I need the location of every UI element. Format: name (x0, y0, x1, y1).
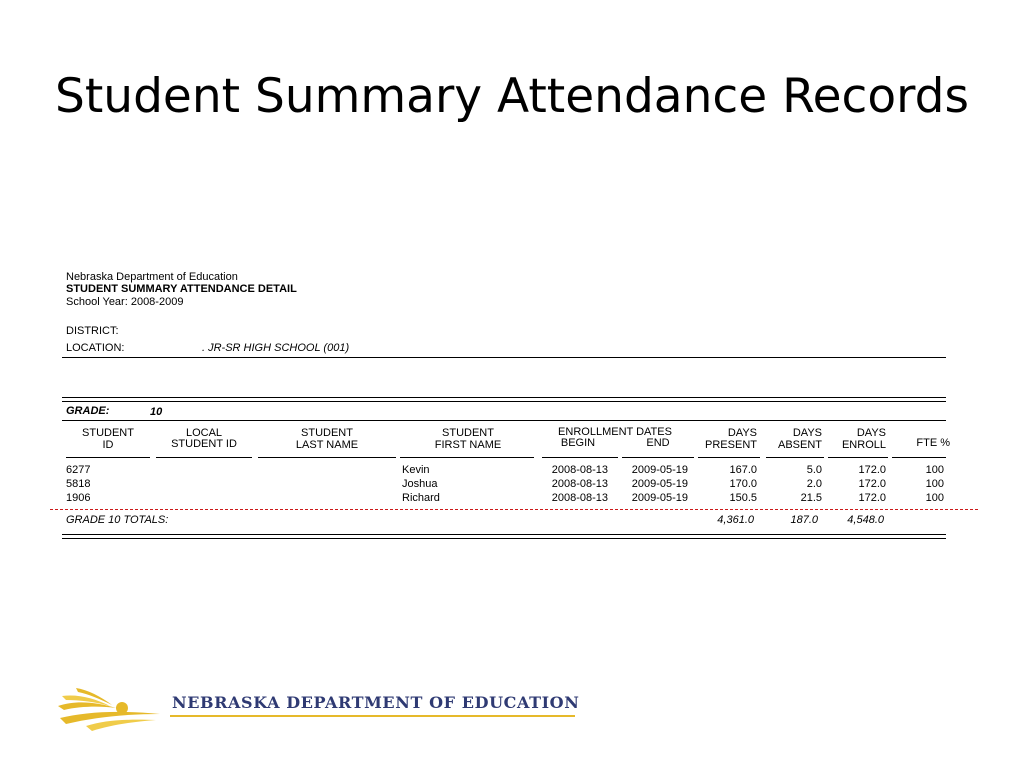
cell-fte: 100 (925, 492, 944, 504)
cell-present: 150.5 (729, 492, 757, 504)
header-underline-enroll (828, 457, 888, 458)
cell-begin: 2008-08-13 (551, 464, 608, 476)
slide-title: Student Summary Attendance Records (55, 69, 969, 124)
report-name: STUDENT SUMMARY ATTENDANCE DETAIL (66, 283, 297, 295)
location-label: LOCATION: (66, 342, 125, 354)
header-absent-1: DAYS (792, 427, 822, 439)
grade-value: 10 (150, 406, 163, 418)
rule-grade-top-1 (62, 397, 946, 398)
cell-end: 2009-05-19 (631, 464, 688, 476)
header-local-id-2: STUDENT ID (171, 438, 237, 450)
dashed-marker-line (50, 509, 978, 510)
header-student-id-2: ID (102, 439, 114, 451)
header-present-1: DAYS (727, 427, 757, 439)
totals-present: 4,361.0 (717, 514, 754, 526)
rule-location (62, 357, 946, 358)
header-enroll-1: DAYS (856, 427, 886, 439)
footer-underline (170, 715, 575, 717)
header-underline-local-id (156, 457, 252, 458)
header-underline-last-name (258, 457, 396, 458)
cell-end: 2009-05-19 (631, 492, 688, 504)
header-student-id-1: STUDENT (82, 427, 134, 439)
cell-fte: 100 (925, 478, 944, 490)
cell-enroll: 172.0 (858, 492, 886, 504)
report-org: Nebraska Department of Education (66, 271, 238, 283)
cell-student-id: 6277 (66, 464, 91, 476)
totals-absent: 187.0 (790, 514, 818, 526)
report-school-year: School Year: 2008-2009 (66, 296, 184, 308)
cell-begin: 2008-08-13 (551, 492, 608, 504)
cell-begin: 2008-08-13 (551, 478, 608, 490)
cell-first-name: Kevin (402, 464, 430, 476)
totals-enroll: 4,548.0 (847, 514, 884, 526)
grade-label: GRADE: (66, 405, 110, 417)
cell-first-name: Richard (402, 492, 440, 504)
rule-grade-top-2 (62, 401, 946, 402)
cell-enroll: 172.0 (858, 464, 886, 476)
header-underline-fte (892, 457, 946, 458)
header-first-name-1: STUDENT (442, 427, 494, 439)
cell-student-id: 1906 (66, 492, 91, 504)
footer-org-name: NEBRASKA DEPARTMENT OF EDUCATION (172, 693, 580, 712)
totals-label: GRADE 10 TOTALS: (66, 514, 169, 526)
cell-fte: 100 (925, 464, 944, 476)
header-local-id-1: LOCAL (185, 427, 223, 439)
cell-end: 2009-05-19 (631, 478, 688, 490)
cell-enroll: 172.0 (858, 478, 886, 490)
cell-absent: 5.0 (806, 464, 822, 476)
header-begin: BEGIN (560, 437, 596, 449)
header-underline-end (622, 457, 694, 458)
cell-student-id: 5818 (66, 478, 91, 490)
header-absent-2: ABSENT (777, 439, 822, 451)
header-underline-student-id (66, 457, 150, 458)
location-value: . JR-SR HIGH SCHOOL (001) (202, 342, 350, 354)
header-underline-absent (766, 457, 824, 458)
header-end: END (646, 437, 670, 449)
rule-bottom-1 (62, 534, 946, 535)
cell-present: 170.0 (729, 478, 757, 490)
cell-absent: 21.5 (800, 492, 822, 504)
sun-swoosh-logo-icon (56, 686, 166, 736)
header-first-name-2: FIRST NAME (434, 439, 502, 451)
header-underline-present (698, 457, 760, 458)
cell-present: 167.0 (729, 464, 757, 476)
header-last-name-1: STUDENT (301, 427, 353, 439)
cell-first-name: Joshua (402, 478, 438, 490)
header-enroll-dates: ENROLLMENT DATES (558, 426, 672, 438)
header-last-name-2: LAST NAME (295, 439, 359, 451)
header-underline-first-name (400, 457, 534, 458)
header-present-2: PRESENT (705, 439, 757, 451)
rule-grade-bottom (62, 420, 946, 421)
district-label: DISTRICT: (66, 325, 119, 337)
cell-absent: 2.0 (806, 478, 822, 490)
header-fte: FTE % (916, 437, 950, 449)
header-underline-begin (542, 457, 618, 458)
rule-bottom-2 (62, 538, 946, 539)
header-enroll-2: ENROLL (841, 439, 886, 451)
